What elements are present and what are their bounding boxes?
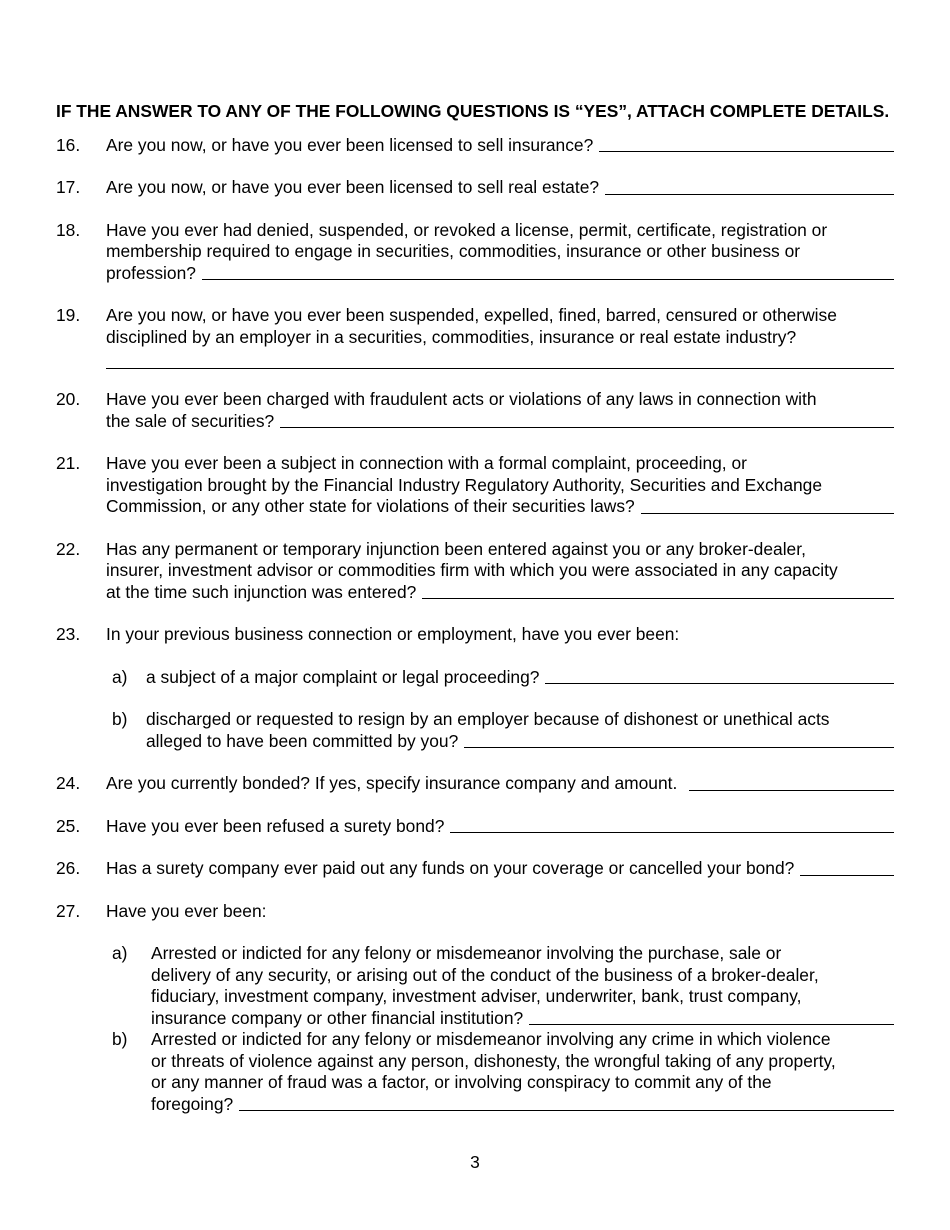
question-text-line: Commission, or any other state for violations of their securities laws? (106, 496, 635, 516)
page-number: 3 (470, 1152, 480, 1172)
answer-line-18[interactable] (202, 279, 894, 280)
question-23b (112, 709, 894, 752)
answer-line-25[interactable] (450, 832, 894, 833)
sub-item-text-line: Arrested or indicted for any felony or misdemeanor involving any crime in which violence (151, 1029, 831, 1049)
sub-item-text: a subject of a major complaint or legal proceeding? (146, 666, 540, 687)
question-number: 24. (56, 773, 81, 793)
question-27a (112, 943, 894, 1029)
question-text-line: Have you ever been charged with fraudulent acts or violations of any laws in connection with (106, 389, 817, 409)
question-text: In your previous business connection or employment, have you ever been: (106, 624, 680, 644)
answer-line-19[interactable] (106, 368, 894, 369)
sub-item-text-line: discharged or requested to resign by an employer because of dishonest or unethical acts (146, 709, 830, 729)
answer-line-26[interactable] (800, 875, 894, 876)
sub-item-text-line: fiduciary, investment company, investment adviser, underwriter, bank, trust company, (151, 986, 802, 1006)
question-text: Have you ever been: (106, 900, 267, 921)
question-text-line: profession? (106, 262, 196, 283)
question-number: 22. (56, 538, 81, 559)
question-number: 17. (56, 177, 81, 197)
sub-item-letter: b) (112, 1029, 128, 1049)
sub-item-text-line: insurance company or other financial institution? (151, 1007, 524, 1028)
question-number: 16. (56, 134, 81, 155)
question-18 (56, 220, 894, 285)
question-number: 20. (56, 389, 81, 409)
answer-line-20[interactable] (280, 427, 894, 428)
sub-item-text-line: delivery of any security, or arising out of the conduct of the business of a broker-dealer, (151, 964, 819, 985)
answer-line-21[interactable] (641, 513, 894, 514)
question-number: 18. (56, 219, 81, 240)
question-number: 26. (56, 858, 81, 878)
question-text-line: the sale of securities? (106, 410, 275, 431)
question-text-line: membership required to engage in securities, commodities, insurance or other business or (106, 241, 801, 261)
question-text-line: Have you ever had denied, suspended, or revoked a license, permit, certificate, registration or (106, 219, 828, 240)
answer-line-23b[interactable] (464, 747, 894, 748)
sub-item-text-line: alleged to have been committed by you? (146, 730, 459, 751)
question-text: Are you now, or have you ever been licensed to sell real estate? (106, 177, 600, 197)
sub-item-text-line: or threats of violence against any person, dishonesty, the wrongful taking of any property, (151, 1050, 836, 1071)
question-text-line: Have you ever been a subject in connection with a formal complaint, proceeding, or (106, 453, 747, 473)
question-number: 27. (56, 900, 81, 921)
question-25 (56, 816, 894, 838)
question-text-line: Are you now, or have you ever been suspended, expelled, fined, barred, censured or otherwise (106, 305, 837, 325)
question-text-line: insurer, investment advisor or commodities firm with which you were associated in any capacity (106, 560, 838, 580)
answer-line-23a[interactable] (545, 683, 894, 684)
question-number: 23. (56, 624, 81, 644)
question-27 (56, 901, 894, 923)
answer-line-24[interactable] (689, 790, 894, 791)
question-20 (56, 389, 894, 432)
answer-line-17[interactable] (605, 194, 894, 195)
answer-line-16[interactable] (599, 151, 894, 152)
question-21 (56, 453, 894, 518)
question-text-line: at the time such injunction was entered? (106, 581, 417, 602)
sub-item-letter: a) (112, 666, 128, 687)
question-17 (56, 177, 894, 199)
form-page (56, 101, 894, 1115)
sub-item-text-line: Arrested or indicted for any felony or misdemeanor involving the purchase, sale or (151, 943, 782, 963)
question-23a (112, 667, 894, 689)
question-number: 25. (56, 815, 81, 836)
question-16 (56, 135, 894, 157)
sub-item-letter: b) (112, 709, 128, 729)
answer-line-27b[interactable] (239, 1110, 894, 1111)
question-number: 19. (56, 305, 81, 325)
question-text-line: Has any permanent or temporary injunction been entered against you or any broker-dealer, (106, 538, 806, 559)
question-22 (56, 539, 894, 604)
question-text: Are you now, or have you ever been licensed to sell insurance? (106, 134, 594, 155)
question-27-subitems (56, 943, 894, 1115)
section-heading: IF THE ANSWER TO ANY OF THE FOLLOWING QUESTIONS IS “YES”, ATTACH COMPLETE DETAILS. (56, 101, 890, 121)
question-23 (56, 624, 894, 646)
question-24 (56, 773, 894, 795)
question-text: Are you currently bonded? If yes, specify insurance company and amount. (106, 773, 678, 793)
question-text: Has a surety company ever paid out any funds on your coverage or cancelled your bond? (106, 858, 795, 878)
sub-item-text-line: foregoing? (151, 1093, 234, 1114)
answer-line-27a[interactable] (529, 1024, 894, 1025)
answer-line-22[interactable] (422, 598, 894, 599)
question-number: 21. (56, 453, 81, 473)
question-23-subitems (56, 667, 894, 753)
sub-item-text-line: or any manner of fraud was a factor, or involving conspiracy to commit any of the (151, 1072, 772, 1092)
question-27b (112, 1029, 894, 1115)
question-19 (56, 305, 894, 369)
question-26 (56, 858, 894, 880)
question-text: Have you ever been refused a surety bond? (106, 815, 445, 836)
question-text-line: disciplined by an employer in a securities, commodities, insurance or real estate industry? (106, 326, 797, 347)
sub-item-letter: a) (112, 943, 128, 963)
question-text-line: investigation brought by the Financial Industry Regulatory Authority, Securities and Exchange (106, 474, 823, 495)
